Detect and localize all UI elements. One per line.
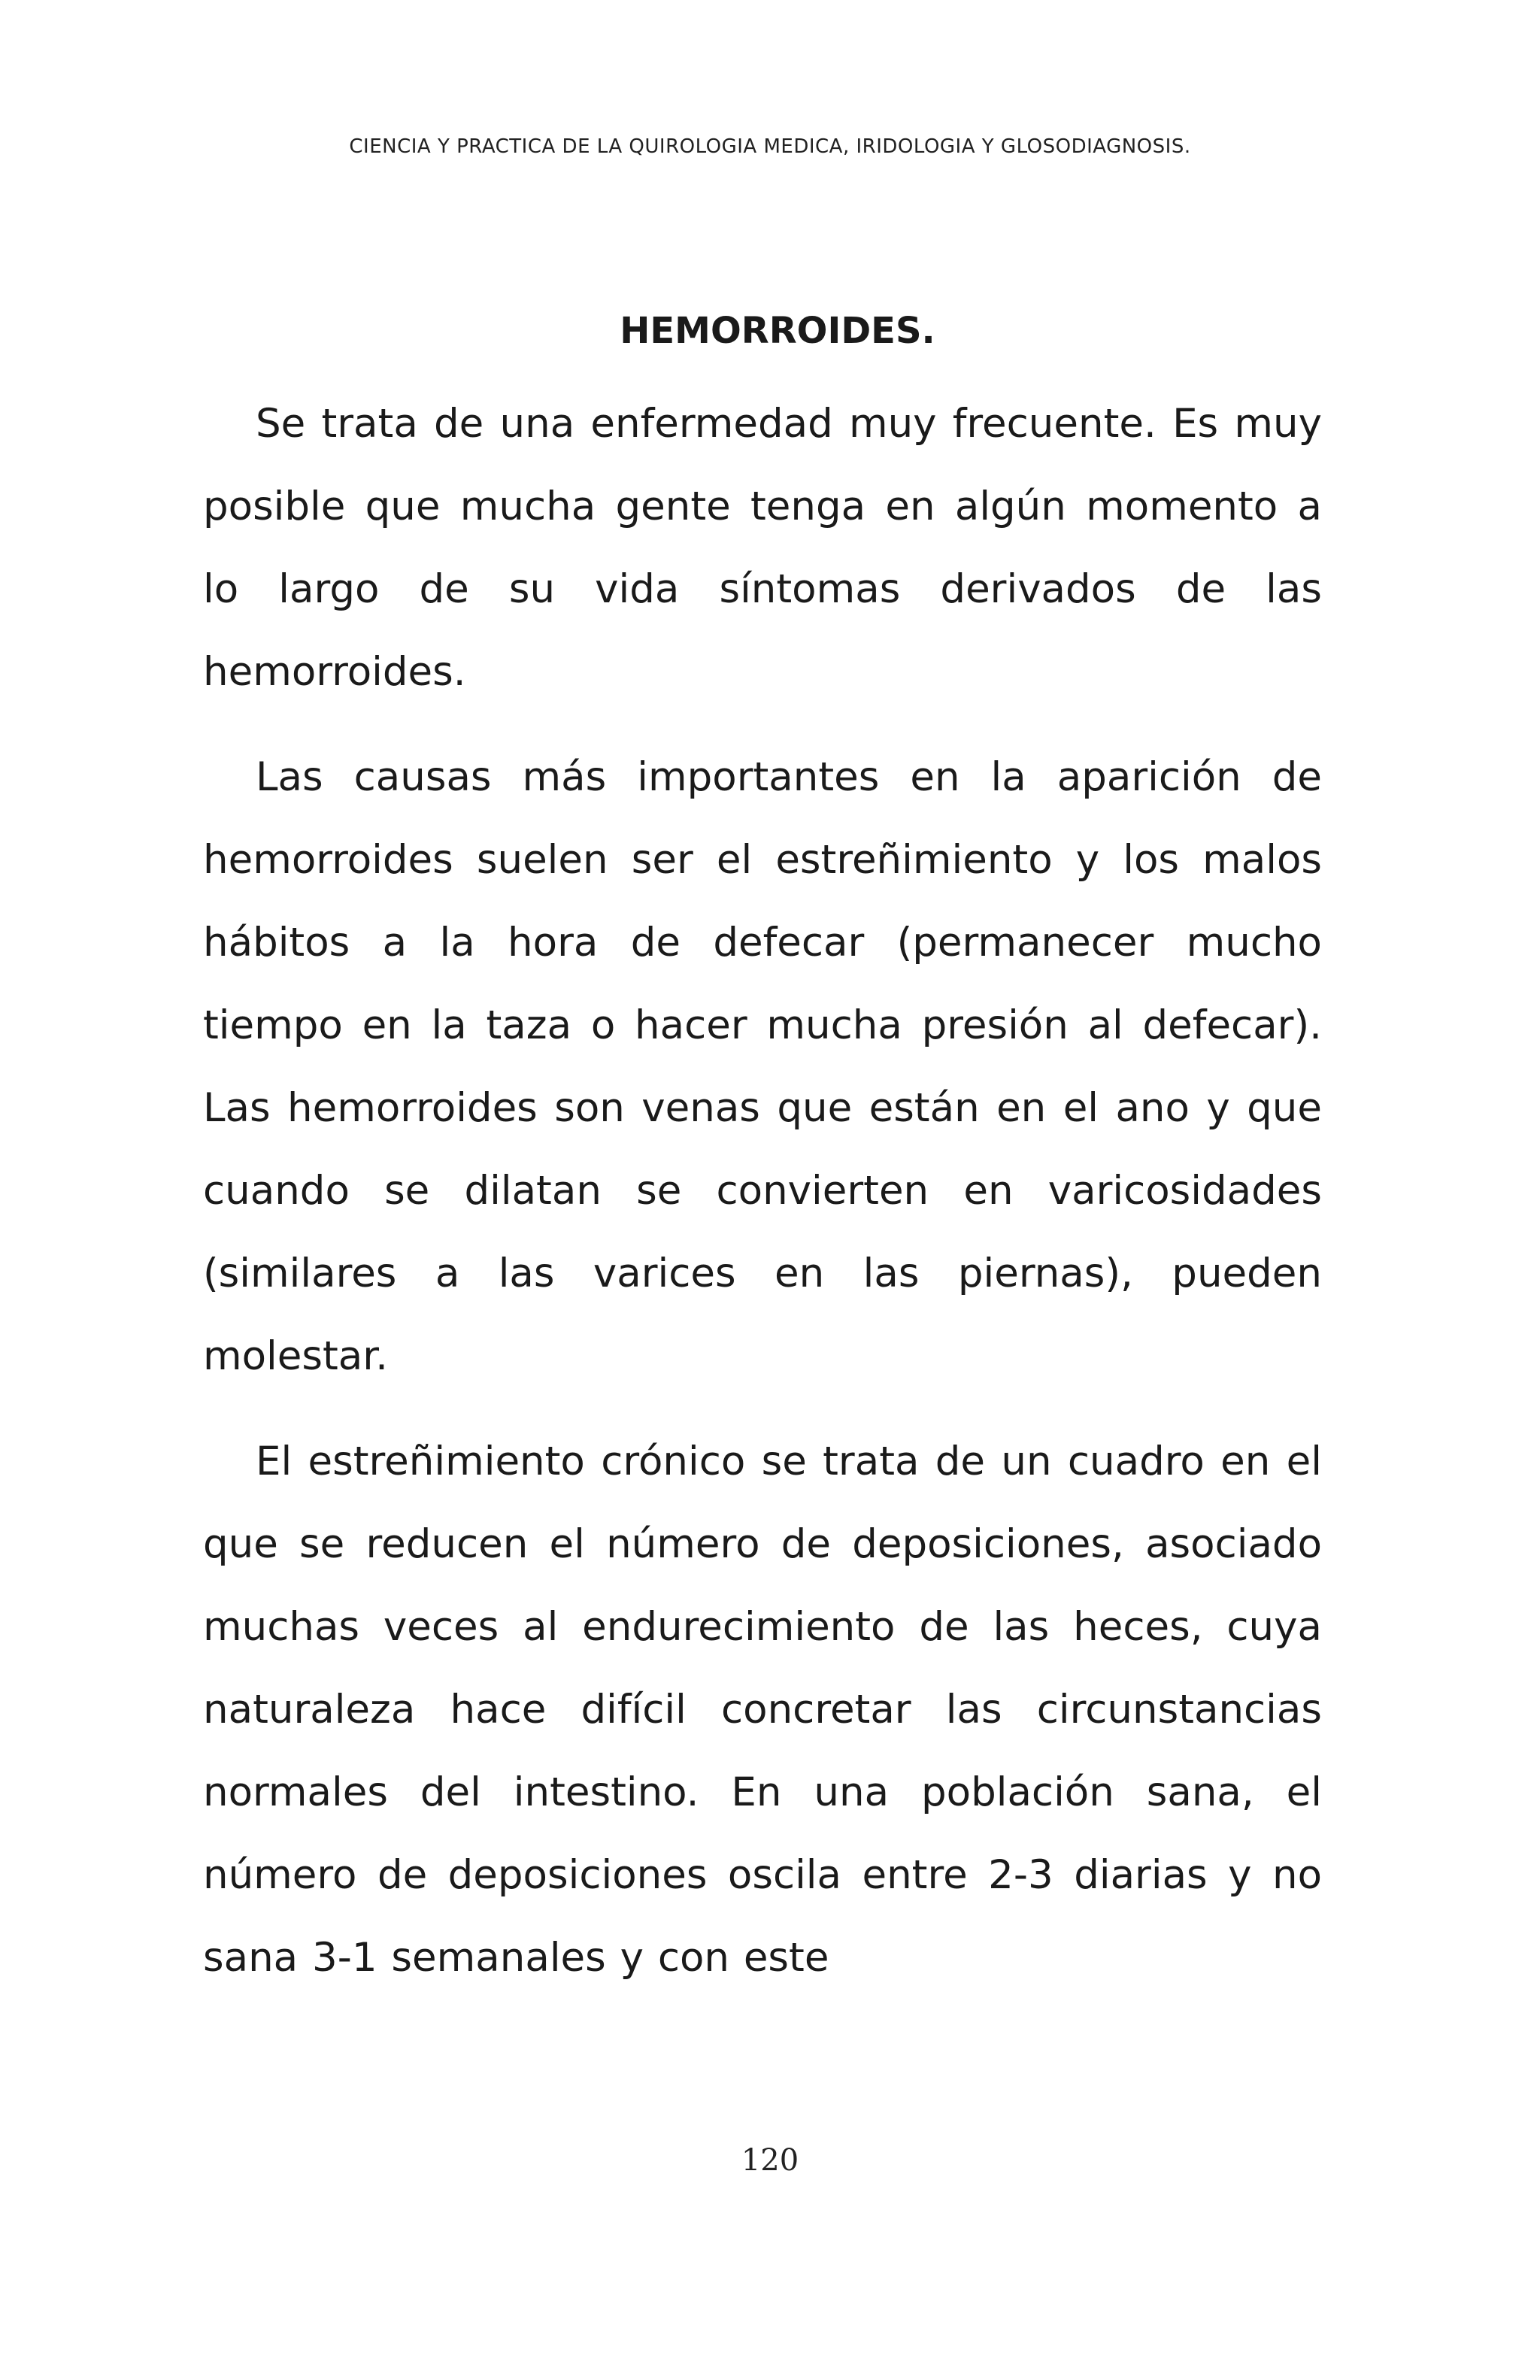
running-header: CIENCIA Y PRACTICA DE LA QUIROLOGIA MEDICA, IRIDOLOGIA Y GLOSODIAGNOSIS. [349, 135, 1191, 158]
page-content [203, 297, 1322, 2022]
paragraph: Se trata de una enfermedad muy frecuente. Es muy posible que mucha gente tenga en algún momento a lo largo de su vida síntomas derivados de las hemorroides. [203, 401, 1322, 695]
page-number: 120 [741, 2143, 799, 2178]
paragraph: Las causas más importantes en la aparición de hemorroides suelen ser el estreñimiento y los malos hábitos a la hora de defecar (permanecer mucho tiempo en la taza o hacer mucha presión al defecar). Las hemorroides son venas que están en el ano y que cuando se dilatan se convierten en varicosidades (similares a las varices en las piernas), pueden molestar. [203, 754, 1322, 1379]
paragraph: El estreñimiento crónico se trata de un cuadro en el que se reducen el número de deposiciones, asociado muchas veces al endurecimiento de las heces, cuya naturaleza hace difícil concretar las circunstancias normales del intestino. En una población sana, el número de deposiciones oscila entre 2-3 diarias y no sana 3-1 semanales y con este [203, 1439, 1322, 1981]
section-title: HEMORROIDES. [620, 310, 935, 352]
